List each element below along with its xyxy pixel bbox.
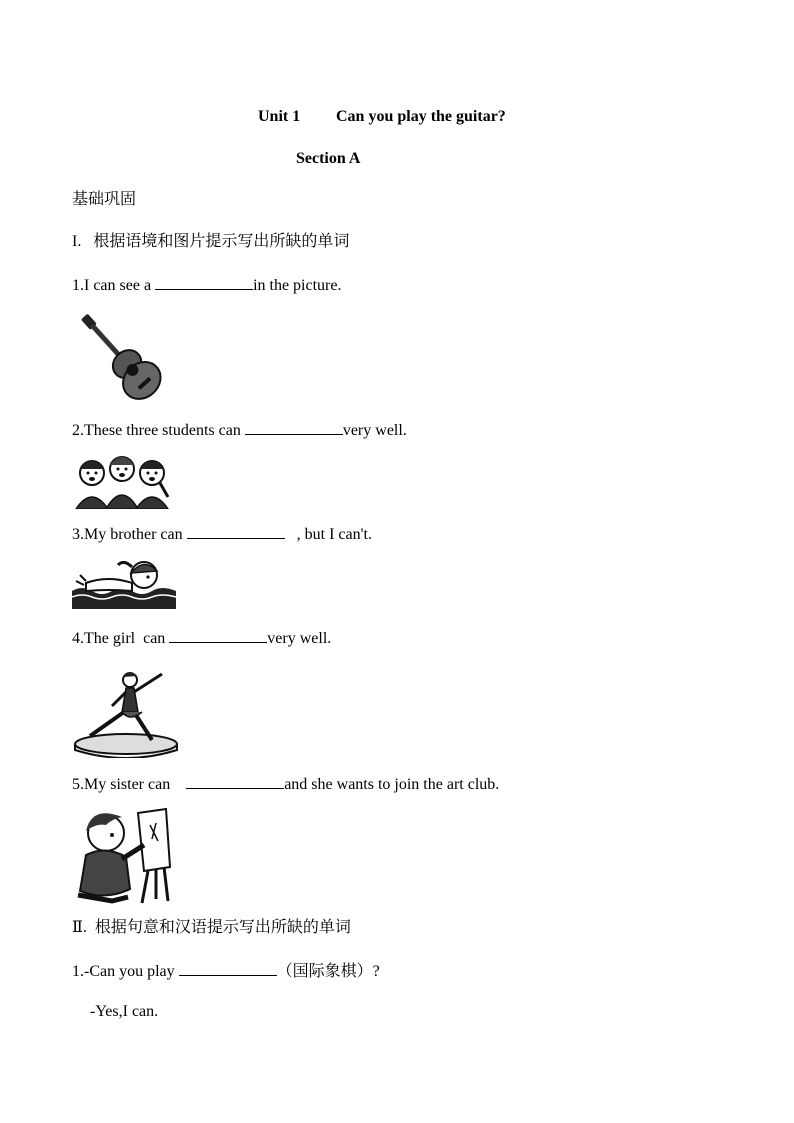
question-3 (72, 523, 372, 545)
question-5-text-after: and she wants to join the art club. (284, 776, 500, 793)
part2-answer-blank-1[interactable] (179, 960, 277, 976)
answer-blank-3[interactable] (187, 523, 285, 539)
question-2-text-after: very well. (342, 422, 407, 439)
question-4 (72, 627, 331, 649)
part-label: 基础巩固 (72, 191, 137, 208)
part1-heading: I. 根据语境和图片提示写出所缺的单词 (72, 233, 350, 250)
question-3-text-after: , but I can't. (284, 526, 372, 543)
unit-label: Unit 1 (258, 108, 301, 125)
question-4-text-before: 4.The girl can (72, 630, 170, 647)
guitar-picture (72, 309, 168, 405)
part2-answer-1: -Yes,I can. (90, 1003, 159, 1020)
question-2 (72, 419, 407, 441)
question-1 (72, 274, 341, 296)
question-2-text-before: 2.These three students can (72, 422, 245, 439)
question-5-text-before: 5.My sister can (72, 776, 187, 793)
question-5 (72, 773, 499, 795)
section-title: Section A (296, 150, 361, 167)
answer-blank-4[interactable] (169, 627, 267, 643)
answer-blank-5[interactable] (186, 773, 284, 789)
part2-question-1 (72, 960, 380, 982)
part2-question-1-text-after: （国际象棋）? (276, 963, 380, 980)
page-title: Can you play the guitar? (336, 108, 506, 125)
part2-heading: Ⅱ. 根据句意和汉语提示写出所缺的单词 (72, 919, 351, 936)
dancing-girl-picture (72, 666, 180, 758)
question-4-text-after: very well. (267, 630, 332, 647)
answer-blank-2[interactable] (245, 419, 343, 435)
part2-question-1-text-before: 1.-Can you play (72, 963, 179, 980)
question-1-text-after: in the picture. (253, 277, 342, 294)
swimming-boy-picture (72, 553, 176, 609)
question-1-text-before: 1.I can see a (72, 277, 156, 294)
answer-blank-1[interactable] (155, 274, 253, 290)
question-3-text-before: 3.My brother can (72, 526, 187, 543)
singing-students-picture (72, 449, 172, 509)
drawing-girl-picture (72, 805, 172, 905)
